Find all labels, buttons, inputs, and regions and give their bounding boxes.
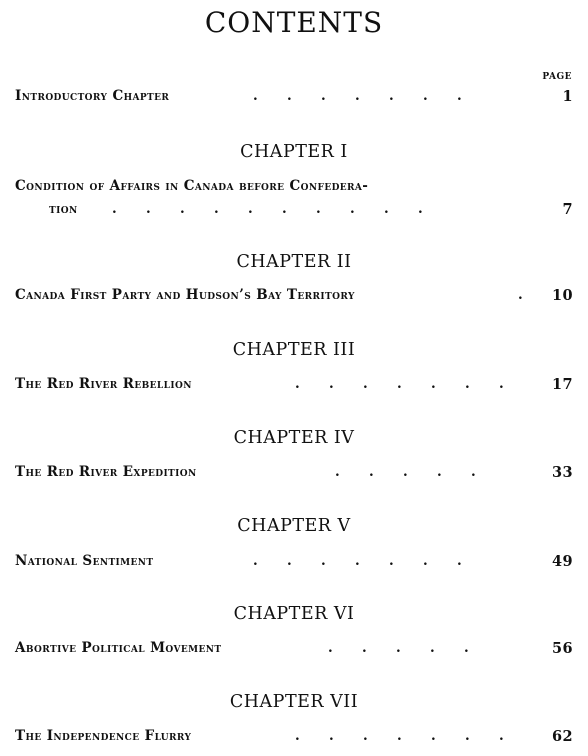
toc-entry-chapter-6[interactable] <box>15 640 573 656</box>
toc-entry-title: Abortive Political Movement <box>15 640 222 656</box>
toc-entry-chapter-1-cont[interactable] <box>15 201 573 217</box>
toc-leader-dots: . . . . . <box>335 464 488 480</box>
toc-entry-chapter-4[interactable] <box>15 464 573 480</box>
toc-entry-title-continued: tion <box>49 201 78 217</box>
toc-leader-dots: . <box>518 287 535 303</box>
page-column-label: PAGE <box>542 72 572 82</box>
toc-entry-title: The Red River Expedition <box>15 464 197 480</box>
toc-entry-title: Introductory Chapter <box>15 88 170 104</box>
toc-leader-dots: . . . . . . . <box>253 88 474 104</box>
toc-entry-title: The Independence Flurry <box>15 728 192 744</box>
toc-entry-page: 10 <box>552 287 573 304</box>
toc-leader-dots: . . . . . . . <box>295 376 516 392</box>
toc-entry-page: 1 <box>562 88 573 105</box>
toc-entry-page: 17 <box>552 376 573 393</box>
toc-entry-page: 33 <box>552 464 573 481</box>
toc-entry-page: 7 <box>562 201 573 218</box>
chapter-heading-1: CHAPTER I <box>240 142 348 162</box>
toc-entry-chapter-5[interactable] <box>15 553 573 569</box>
chapter-heading-4: CHAPTER IV <box>233 428 355 448</box>
toc-entry-page: 56 <box>552 640 573 657</box>
toc-entry-page: 62 <box>552 728 573 745</box>
toc-leader-dots: . . . . . . . <box>295 728 516 744</box>
toc-leader-dots: . . . . . . . . . . <box>112 201 435 217</box>
toc-leader-dots: . . . . . <box>328 640 481 656</box>
chapter-heading-5: CHAPTER V <box>237 516 351 536</box>
toc-entry-chapter-2[interactable] <box>15 287 573 303</box>
toc-entry-title: Canada First Party and Hudson’s Bay Territory <box>15 287 355 303</box>
toc-entry-introductory[interactable] <box>15 88 573 104</box>
toc-entry-chapter-7[interactable] <box>15 728 573 744</box>
toc-entry-title: Condition of Affairs in Canada before Confedera- <box>15 178 369 194</box>
chapter-heading-6: CHAPTER VI <box>233 604 355 624</box>
toc-entry-title: The Red River Rebellion <box>15 376 192 392</box>
toc-entry-chapter-1[interactable] <box>15 178 573 194</box>
toc-entry-title: National Sentiment <box>15 553 154 569</box>
page-title: CONTENTS <box>204 6 384 39</box>
chapter-heading-2: CHAPTER II <box>236 252 352 272</box>
chapter-heading-7: CHAPTER VII <box>229 692 359 712</box>
toc-entry-page: 49 <box>552 553 573 570</box>
chapter-heading-3: CHAPTER III <box>232 340 356 360</box>
toc-leader-dots: . . . . . . . <box>253 553 474 569</box>
toc-entry-chapter-3[interactable] <box>15 376 573 392</box>
